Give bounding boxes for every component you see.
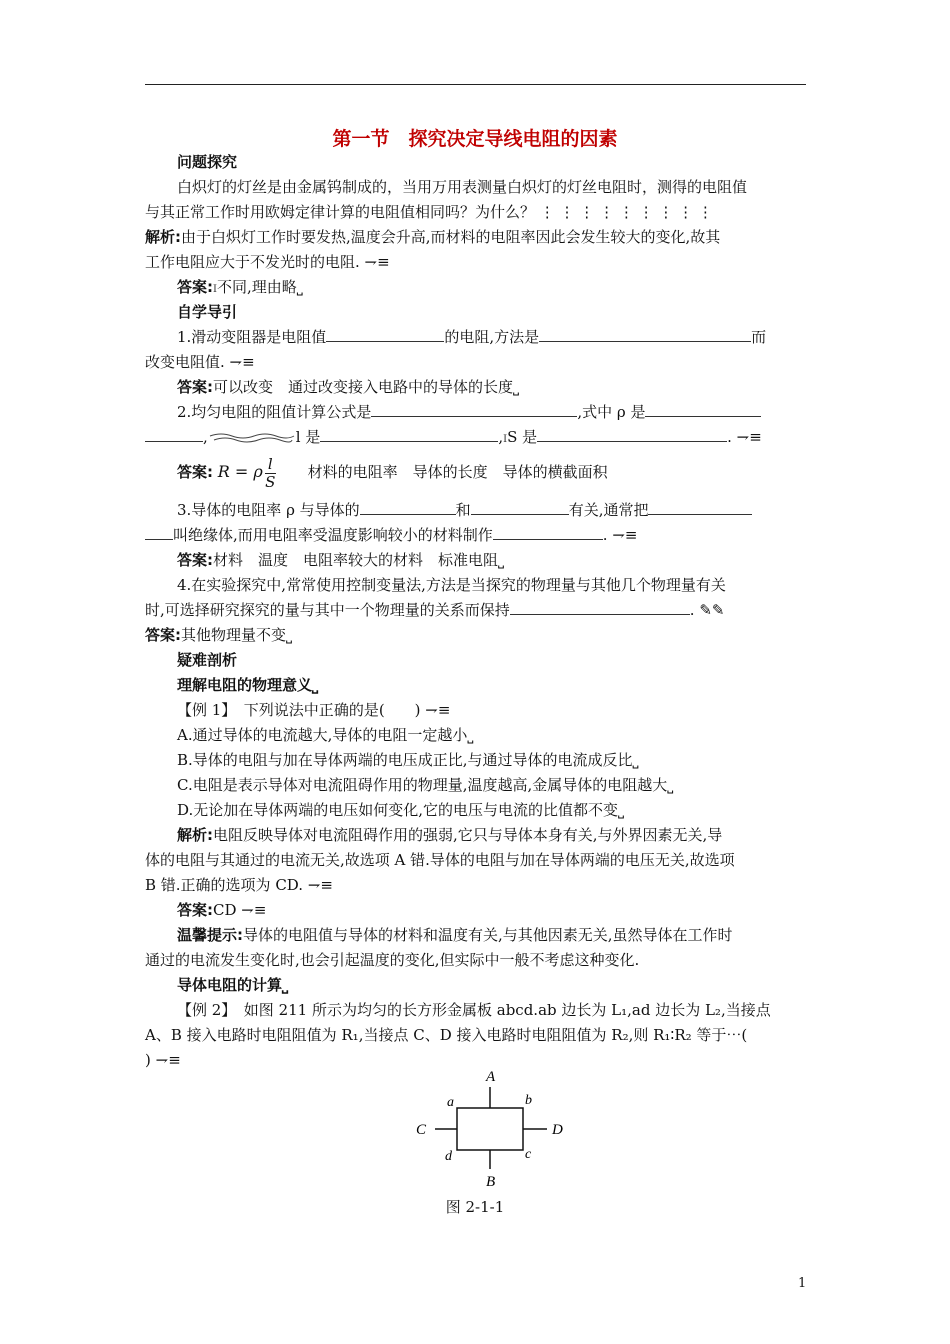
tip-line-2: 通过的电流发生变化时,也会引起温度的变化,但实际中一般不考虑这种变化.: [145, 951, 640, 969]
fill-blank[interactable]: [145, 525, 173, 540]
fill-blank[interactable]: [371, 402, 577, 417]
answer-mark: Ⅰ: [213, 284, 217, 295]
answer-label: 答案:: [177, 463, 213, 481]
guide-answer-2: [145, 452, 842, 492]
option-d[interactable]: D.无论加在导体两端的电压如何变化,它的电压与电流的比值都不变⎵: [177, 801, 625, 819]
fill-blank[interactable]: [360, 500, 456, 515]
tip-label: 温馨提示:: [177, 926, 243, 944]
analysis-text-1: 电阻反映导体对电流阻碍作用的强弱,它只与导体本身有关,与外界因素无关,导: [213, 826, 723, 844]
guide-1-text-c: 而: [751, 328, 767, 346]
guide-3-text-e: . ⇁≡: [602, 526, 638, 544]
analysis-label: 解析:: [177, 826, 213, 844]
guide-answer-1: [145, 377, 842, 397]
analysis-text-1: 由于白炽灯工作时要发热,温度会升高,而材料的电阻率因此会发生较大的变化,故其: [181, 228, 721, 246]
section-heading-guide: 自学导引: [177, 303, 238, 321]
guide-item-1: [145, 327, 842, 347]
formula-numerator: l: [265, 456, 276, 474]
example-2-line-2: A、B 接入电路时电阻阻值为 R₁,当接点 C、D 接入电路时电阻阻值为 R₂,则 R₁∶R₂ 等于⋯(: [145, 1026, 748, 1044]
guide-item-3: [145, 500, 842, 520]
subheading-meaning: 理解电阻的物理意义⎵: [177, 676, 319, 694]
label-A: A: [486, 1069, 496, 1085]
guide-3-text-b: 和: [455, 501, 471, 519]
label-C: C: [416, 1122, 427, 1138]
page-number: 1: [798, 1276, 807, 1291]
guide-2-text-f: S 是: [507, 428, 538, 446]
guide-3-text-d: 叫绝缘体,而用电阻率受温度影响较小的材料制作: [173, 526, 493, 544]
label-a: a: [447, 1095, 454, 1110]
answer-label: 答案:: [177, 901, 213, 919]
guide-item-3-cont: [145, 525, 810, 545]
guide-2-text-e: ,: [498, 428, 504, 446]
fill-blank[interactable]: [145, 427, 203, 442]
wavy-underline-icon: [208, 431, 296, 445]
subheading-calculation: 导体电阻的计算⎵: [177, 976, 289, 994]
formula-denominator: S: [265, 472, 276, 491]
option-b[interactable]: B.导体的电阻与加在导体两端的电压成正比,与通过导体的电流成反比⎵: [177, 751, 639, 769]
answer-text: 材料的电阻率 导体的长度 导体的横截面积: [307, 463, 608, 481]
label-d: d: [445, 1149, 452, 1164]
fill-blank[interactable]: [537, 427, 727, 442]
formula-lhs: R = ρ: [217, 462, 263, 481]
guide-4-text-b: 时,可选择研究探究的量与其中一个物理量的关系而保持: [145, 601, 510, 619]
guide-1-text-a: 1.滑动变阻器是电阻值: [177, 328, 327, 346]
guide-2-text-a: 2.均匀电阻的阻值计算公式是: [177, 403, 372, 421]
plate-rect: [457, 1108, 523, 1150]
question-line-2: 与其正常工作时用欧姆定律计算的电阻值相同吗？为什么？ ⋮ ⋮ ⋮ ⋮ ⋮ ⋮ ⋮ ⋮ ⋮: [145, 203, 713, 221]
answer-text: 不同,理由略⎵: [216, 278, 303, 296]
answer-label: 答案:: [177, 278, 213, 296]
guide-item-4-cont: [145, 600, 810, 620]
guide-3-text-a: 3.导体的电阻率 ρ 与导体的: [177, 501, 360, 519]
answer-label: 答案:: [177, 378, 213, 396]
tip-text-1: 导体的电阻值与导体的材料和温度有关,与其他因素无关,虽然导体在工作时: [243, 926, 733, 944]
example-1-stem: 【例 1】 下列说法中正确的是( ) ⇁≡: [177, 701, 451, 719]
guide-2-text-b: ,式中 ρ 是: [577, 403, 646, 421]
answer-text: 其他物理量不变⎵: [181, 626, 293, 644]
analysis-line-2: 工作电阻应大于不发光时的电阻. ⇁≡: [145, 253, 390, 271]
fill-blank[interactable]: [471, 500, 569, 515]
example-2-line-1: 【例 2】 如图 211 所示为均匀的长方形金属板 abcd.ab 边长为 L₁,ad 边长为 L₂,当接点: [177, 1001, 771, 1019]
guide-3-text-c: 有关,通常把: [568, 501, 649, 519]
formula-fraction: [265, 456, 276, 491]
example-1-analysis-2: 体的电阻与其通过的电流无关,故选项 A 错.导体的电阻与加在导体两端的电压无关,故选项: [145, 851, 735, 869]
guide-4-text-c: . ✎✎: [689, 601, 725, 619]
example-1-analysis-1: [145, 825, 842, 845]
answer-text: 材料 温度 电阻率较大的材料 标准电阻⎵: [213, 551, 505, 569]
answer-label: 答案:: [145, 626, 181, 644]
example-2-line-3: ) ⇁≡: [145, 1051, 181, 1069]
fill-blank[interactable]: [510, 600, 690, 615]
label-D: D: [552, 1122, 563, 1138]
label-B: B: [486, 1174, 496, 1190]
page-title: 第一节 探究决定导线电阻的因素: [332, 128, 618, 150]
figure-caption: 图 2-1-1: [445, 1198, 505, 1216]
analysis-line-1: [145, 227, 810, 247]
answer-line-1: [145, 277, 842, 300]
section-heading-analysis: 疑难剖析: [177, 651, 238, 669]
guide-2-text-g: . ⇁≡: [727, 428, 762, 446]
answer-text: 可以改变 通过改变接入电路中的导体的长度⎵: [213, 378, 520, 396]
rectangle-plate-figure: [410, 1065, 580, 1190]
answer-text: CD ⇁≡: [213, 901, 267, 919]
fill-blank[interactable]: [326, 327, 444, 342]
section-heading-problem: 问题探究: [177, 153, 238, 171]
fill-blank[interactable]: [645, 402, 761, 417]
question-line-1: 白炽灯的灯丝是由金属钨制成的，当用万用表测量白炽灯的灯丝电阻时，测得的电阻值: [177, 178, 748, 196]
guide-2-text-d: l 是: [295, 428, 321, 446]
label-b: b: [525, 1093, 532, 1108]
fill-blank[interactable]: [320, 427, 498, 442]
guide-answer-4: [145, 625, 810, 645]
fill-blank[interactable]: [539, 327, 751, 342]
option-a[interactable]: A.通过导体的电流越大,导体的电阻一定越小⎵: [177, 726, 474, 744]
guide-answer-3: [145, 550, 842, 570]
guide-1-text-b: 的电阻,方法是: [444, 328, 540, 346]
fill-blank[interactable]: [493, 525, 603, 540]
guide-item-2-cont: , l 是 ,ⅠS 是 . ⇁≡: [145, 427, 810, 450]
example-1-answer: [145, 900, 842, 920]
guide-item-4: 4.在实验探究中,常常使用控制变量法,方法是当探究的物理量与其他几个物理量有关: [177, 576, 726, 594]
guide-item-1-cont: 改变电阻值. ⇁≡: [145, 353, 255, 371]
fill-blank[interactable]: [648, 500, 752, 515]
tip-line-1: [145, 925, 842, 945]
analysis-label: 解析:: [145, 228, 181, 246]
header-rule: [145, 84, 806, 85]
guide-2-text-c: ,: [203, 428, 208, 446]
guide-item-2: [145, 402, 842, 422]
answer-label: 答案:: [177, 551, 213, 569]
option-c[interactable]: C.电阻是表示导体对电流阻碍作用的物理量,温度越高,金属导体的电阻越大⎵: [177, 776, 674, 794]
label-c: c: [525, 1147, 532, 1162]
example-1-analysis-3: B 错.正确的选项为 CD. ⇁≡: [145, 876, 333, 894]
